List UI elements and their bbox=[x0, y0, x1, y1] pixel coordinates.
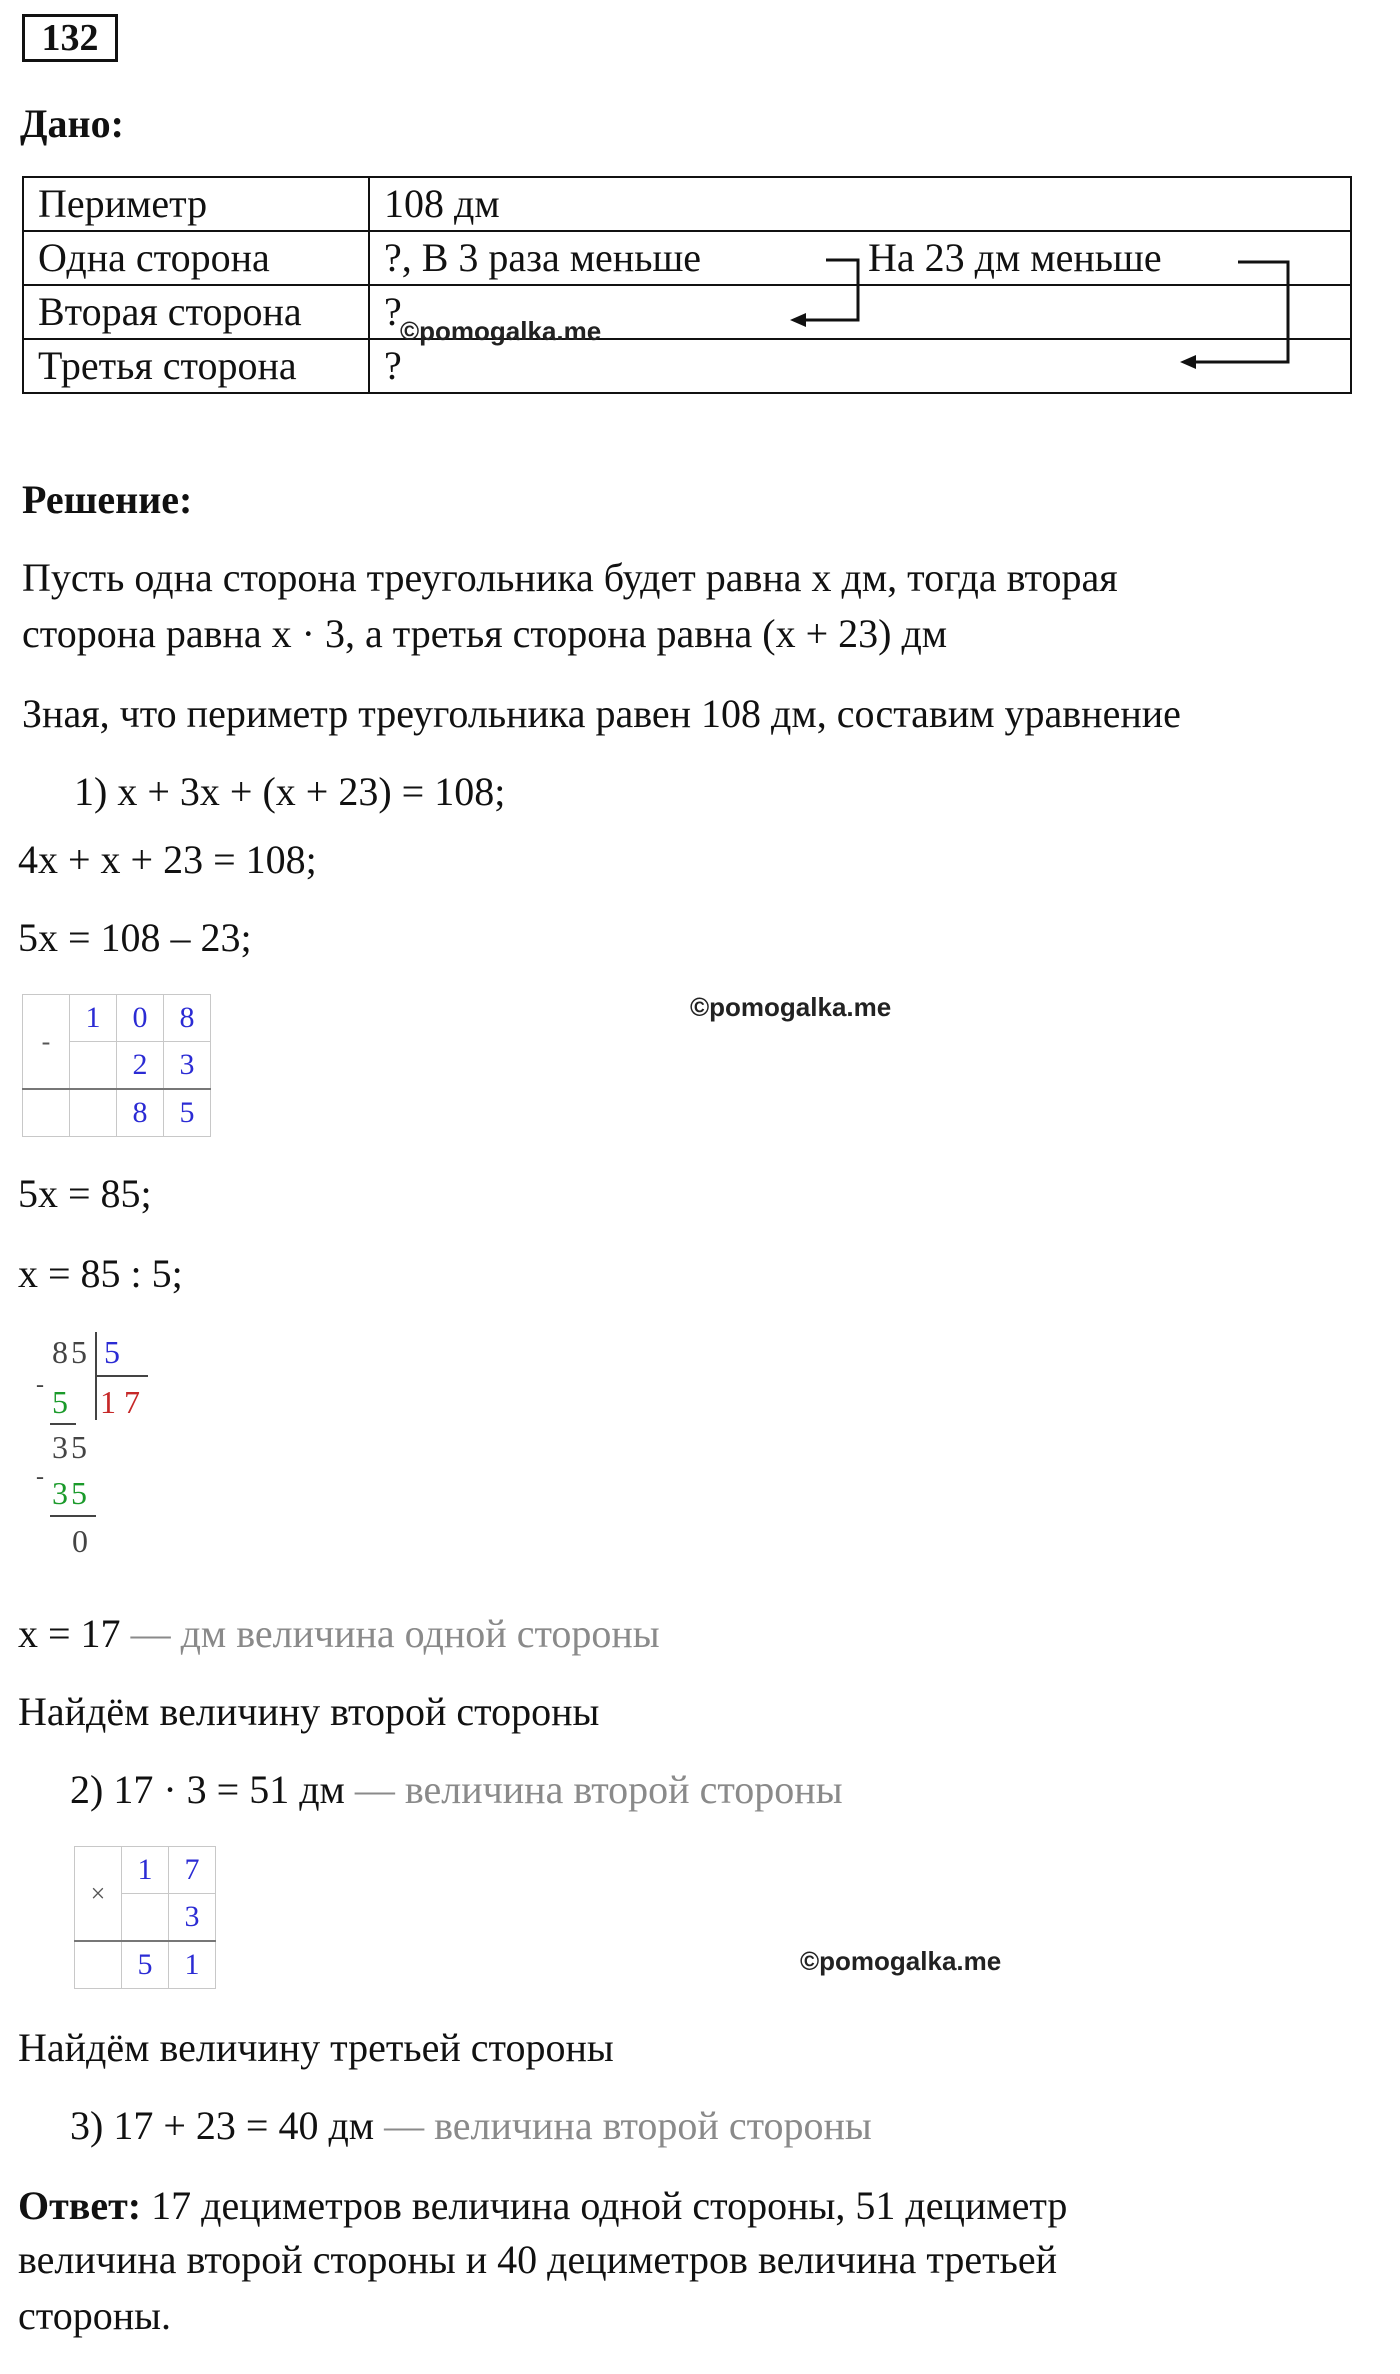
row-value: 108 дм bbox=[369, 177, 1351, 231]
row-label: Периметр bbox=[23, 177, 369, 231]
minus-sign: - bbox=[23, 995, 70, 1090]
digit: 5 bbox=[122, 1941, 169, 1989]
watermark: ©pomogalka.me bbox=[400, 316, 602, 346]
digit: 1 bbox=[70, 995, 117, 1042]
row-value: ?, В 3 раза меньше bbox=[369, 231, 1351, 285]
answer-line-2: величина второй стороны и 40 дециметров величина третьей bbox=[18, 2237, 1058, 2282]
subtrahend-2: 35 bbox=[52, 1475, 90, 1511]
relation-arrows bbox=[0, 0, 1400, 400]
step-2-expression: 2) 17 · 3 = 51 дм bbox=[70, 1767, 345, 1812]
digit: 3 bbox=[164, 1042, 211, 1090]
digit: 1 bbox=[169, 1941, 216, 1989]
row-label: Вторая сторона bbox=[23, 285, 369, 339]
digit bbox=[75, 1941, 122, 1989]
digit: 7 bbox=[169, 1847, 216, 1894]
solution-heading: Решение: bbox=[22, 477, 193, 522]
step-1: 1) x + 3x + (x + 23) = 108; bbox=[74, 769, 506, 814]
digit: 2 bbox=[117, 1042, 164, 1090]
digit: 5 bbox=[164, 1089, 211, 1137]
remainder-2: 0 bbox=[72, 1523, 88, 1559]
task-number: 132 bbox=[22, 14, 118, 62]
divisor: 5 bbox=[104, 1334, 120, 1370]
answer-label: Ответ: bbox=[18, 2183, 142, 2228]
arrowhead-third bbox=[1180, 355, 1196, 369]
answer-text-1: 17 дециметров величина одной стороны, 51 дециметр bbox=[141, 2183, 1068, 2228]
dividend: 85 bbox=[52, 1334, 90, 1370]
digit bbox=[70, 1042, 117, 1090]
subtrahend-1: 5 bbox=[52, 1384, 68, 1420]
remainder-1: 35 bbox=[52, 1429, 90, 1465]
find-third-side: Найдём величину третьей стороны bbox=[18, 2025, 614, 2070]
row-value: ? bbox=[369, 339, 1351, 393]
find-second-side: Найдём величину второй стороны bbox=[18, 1689, 600, 1734]
x-result-value: x = 17 bbox=[18, 1611, 121, 1656]
knowing-line: Зная, что периметр треугольника равен 108 дм, составим уравнение bbox=[22, 691, 1181, 736]
step-3-expression: 3) 17 + 23 = 40 дм bbox=[70, 2103, 375, 2148]
subtraction-grid bbox=[22, 994, 211, 1137]
watermark: ©pomogalka.me bbox=[690, 992, 892, 1022]
answer-line-1 bbox=[18, 2182, 1067, 2230]
step-3-note: — величина второй стороны bbox=[384, 2103, 872, 2148]
digit bbox=[23, 1089, 70, 1137]
intro-line-2: сторона равна x · 3, а третья сторона равна (x + 23) дм bbox=[22, 611, 948, 656]
equation-3: 5x = 108 – 23; bbox=[18, 915, 252, 960]
equation-5: x = 85 : 5; bbox=[18, 1251, 183, 1296]
step-2-note: — величина второй стороны bbox=[354, 1767, 843, 1812]
intro-line-1: Пусть одна сторона треугольника будет равна x дм, тогда вторая bbox=[22, 555, 1118, 600]
row-label: Третья сторона bbox=[23, 339, 369, 393]
arrowhead-second bbox=[790, 313, 806, 327]
step-2 bbox=[70, 1766, 843, 1814]
minus-sign: - bbox=[36, 1372, 44, 1398]
digit: 8 bbox=[164, 995, 211, 1042]
arrow-to-second-side bbox=[800, 260, 858, 320]
arrow-to-third-side bbox=[1190, 262, 1288, 362]
times-sign: × bbox=[75, 1847, 122, 1942]
digit: 8 bbox=[117, 1089, 164, 1137]
x-result-note: — дм величина одной стороны bbox=[130, 1611, 660, 1656]
given-heading: Дано: bbox=[20, 101, 124, 146]
row-value: ? bbox=[369, 285, 1351, 339]
digit: 1 bbox=[122, 1847, 169, 1894]
digit bbox=[122, 1894, 169, 1942]
multiplication-grid bbox=[74, 1846, 216, 1989]
equation-2: 4x + x + 23 = 108; bbox=[18, 837, 317, 882]
digit bbox=[70, 1089, 117, 1137]
step-3 bbox=[70, 2102, 872, 2150]
digit: 3 bbox=[169, 1894, 216, 1942]
watermark: ©pomogalka.me bbox=[800, 1946, 1002, 1976]
given-note: На 23 дм меньше bbox=[868, 235, 1162, 280]
equation-4: 5x = 85; bbox=[18, 1171, 152, 1216]
x-result bbox=[18, 1610, 660, 1658]
answer-line-3: стороны. bbox=[18, 2293, 171, 2338]
division-lines bbox=[0, 1320, 200, 1580]
row-label: Одна сторона bbox=[23, 231, 369, 285]
minus-sign: - bbox=[36, 1464, 44, 1490]
digit: 0 bbox=[117, 995, 164, 1042]
quotient: 17 bbox=[100, 1384, 148, 1420]
